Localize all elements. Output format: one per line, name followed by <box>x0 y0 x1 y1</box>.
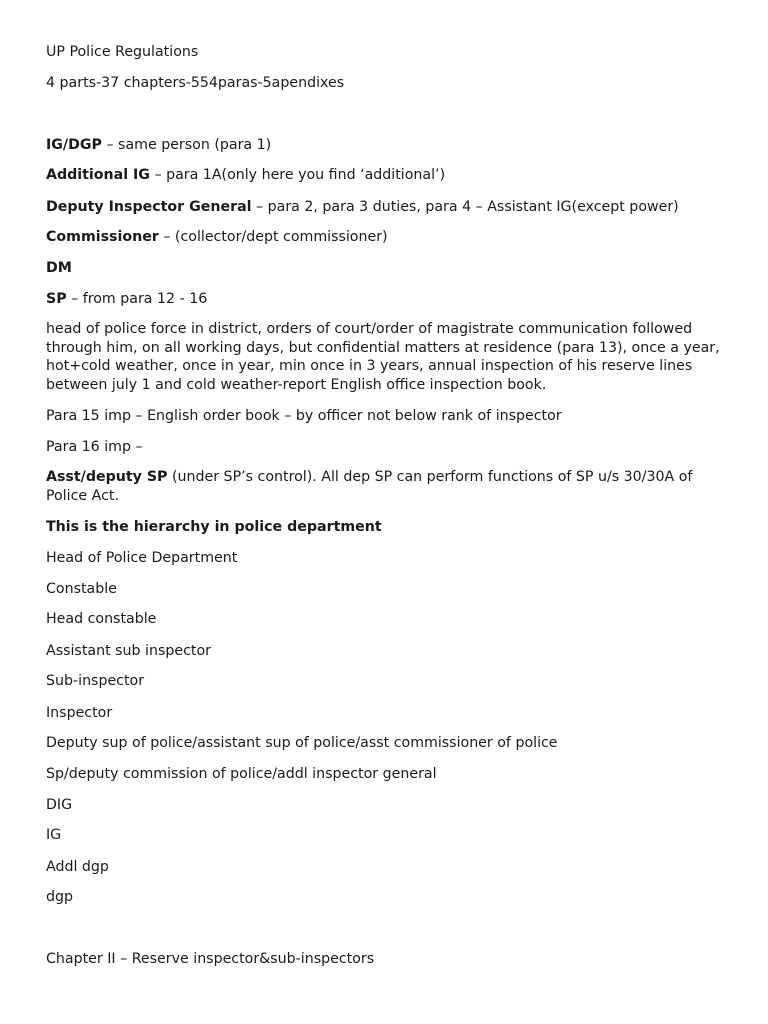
entry-term: Deputy Inspector General <box>46 199 252 215</box>
sp-description-paragraph: head of police force in district, orders of court/order of magistrate communication followed through him, on all working days, but confidential matters at residence (para 13), once a year, hot+cold weather, once in year, min once in 3 years, annual inspection of his reserve lines between july 1 and cold weather-report English office inspection book. <box>46 321 720 393</box>
entry-term: IG/DGP <box>46 137 102 153</box>
para-15-note: Para 15 imp – English order book – by officer not below rank of inspector <box>46 408 562 424</box>
entry-text: – from para 12 - 16 <box>66 291 208 307</box>
hierarchy-item: Addl dgp <box>46 859 109 875</box>
hierarchy-item: Head constable <box>46 611 157 627</box>
asst-sp-term: Asst/deputy SP <box>46 469 168 485</box>
hierarchy-item: IG <box>46 827 62 843</box>
hierarchy-item: Sp/deputy commission of police/addl inspector general <box>46 766 437 782</box>
entry-ig-dgp <box>46 136 271 155</box>
entry-term: Additional IG <box>46 167 150 183</box>
para-16-note: Para 16 imp – <box>46 439 143 455</box>
hierarchy-item: Inspector <box>46 705 113 721</box>
hierarchy-item: DIG <box>46 797 73 813</box>
entry-deputy-inspector-general <box>46 198 679 217</box>
chapter-heading: Chapter II – Reserve inspector&sub-inspectors <box>46 951 375 967</box>
entry-sp <box>46 290 207 309</box>
entry-text: – para 2, para 3 duties, para 4 – Assistant IG(except power) <box>251 199 679 215</box>
entry-text: – (collector/dept commissioner) <box>158 229 388 245</box>
entry-text: – para 1A(only here you find ‘additional’) <box>149 167 446 183</box>
entry-additional-ig <box>46 166 445 185</box>
entry-term: Commissioner <box>46 229 159 245</box>
document-structure: 4 parts-37 chapters-554paras-5apendixes <box>46 75 345 91</box>
asst-sp-paragraph <box>46 468 726 505</box>
asst-sp-text: (under SP’s control). All dep SP can perform functions of SP u/s 30/30A of Police Act. <box>46 469 693 504</box>
entry-dm <box>46 259 72 278</box>
hierarchy-item: dgp <box>46 889 74 905</box>
entry-text: – same person (para 1) <box>101 137 272 153</box>
hierarchy-item: Head of Police Department <box>46 550 238 566</box>
document-title: UP Police Regulations <box>46 44 199 60</box>
entry-term: SP <box>46 291 67 307</box>
entry-commissioner <box>46 228 388 247</box>
hierarchy-item: Deputy sup of police/assistant sup of police/asst commissioner of police <box>46 735 558 751</box>
hierarchy-item: Sub-inspector <box>46 673 145 689</box>
entry-term: DM <box>46 260 72 276</box>
hierarchy-item: Assistant sub inspector <box>46 643 211 659</box>
hierarchy-heading: This is the hierarchy in police department <box>46 519 382 535</box>
hierarchy-item: Constable <box>46 581 117 597</box>
